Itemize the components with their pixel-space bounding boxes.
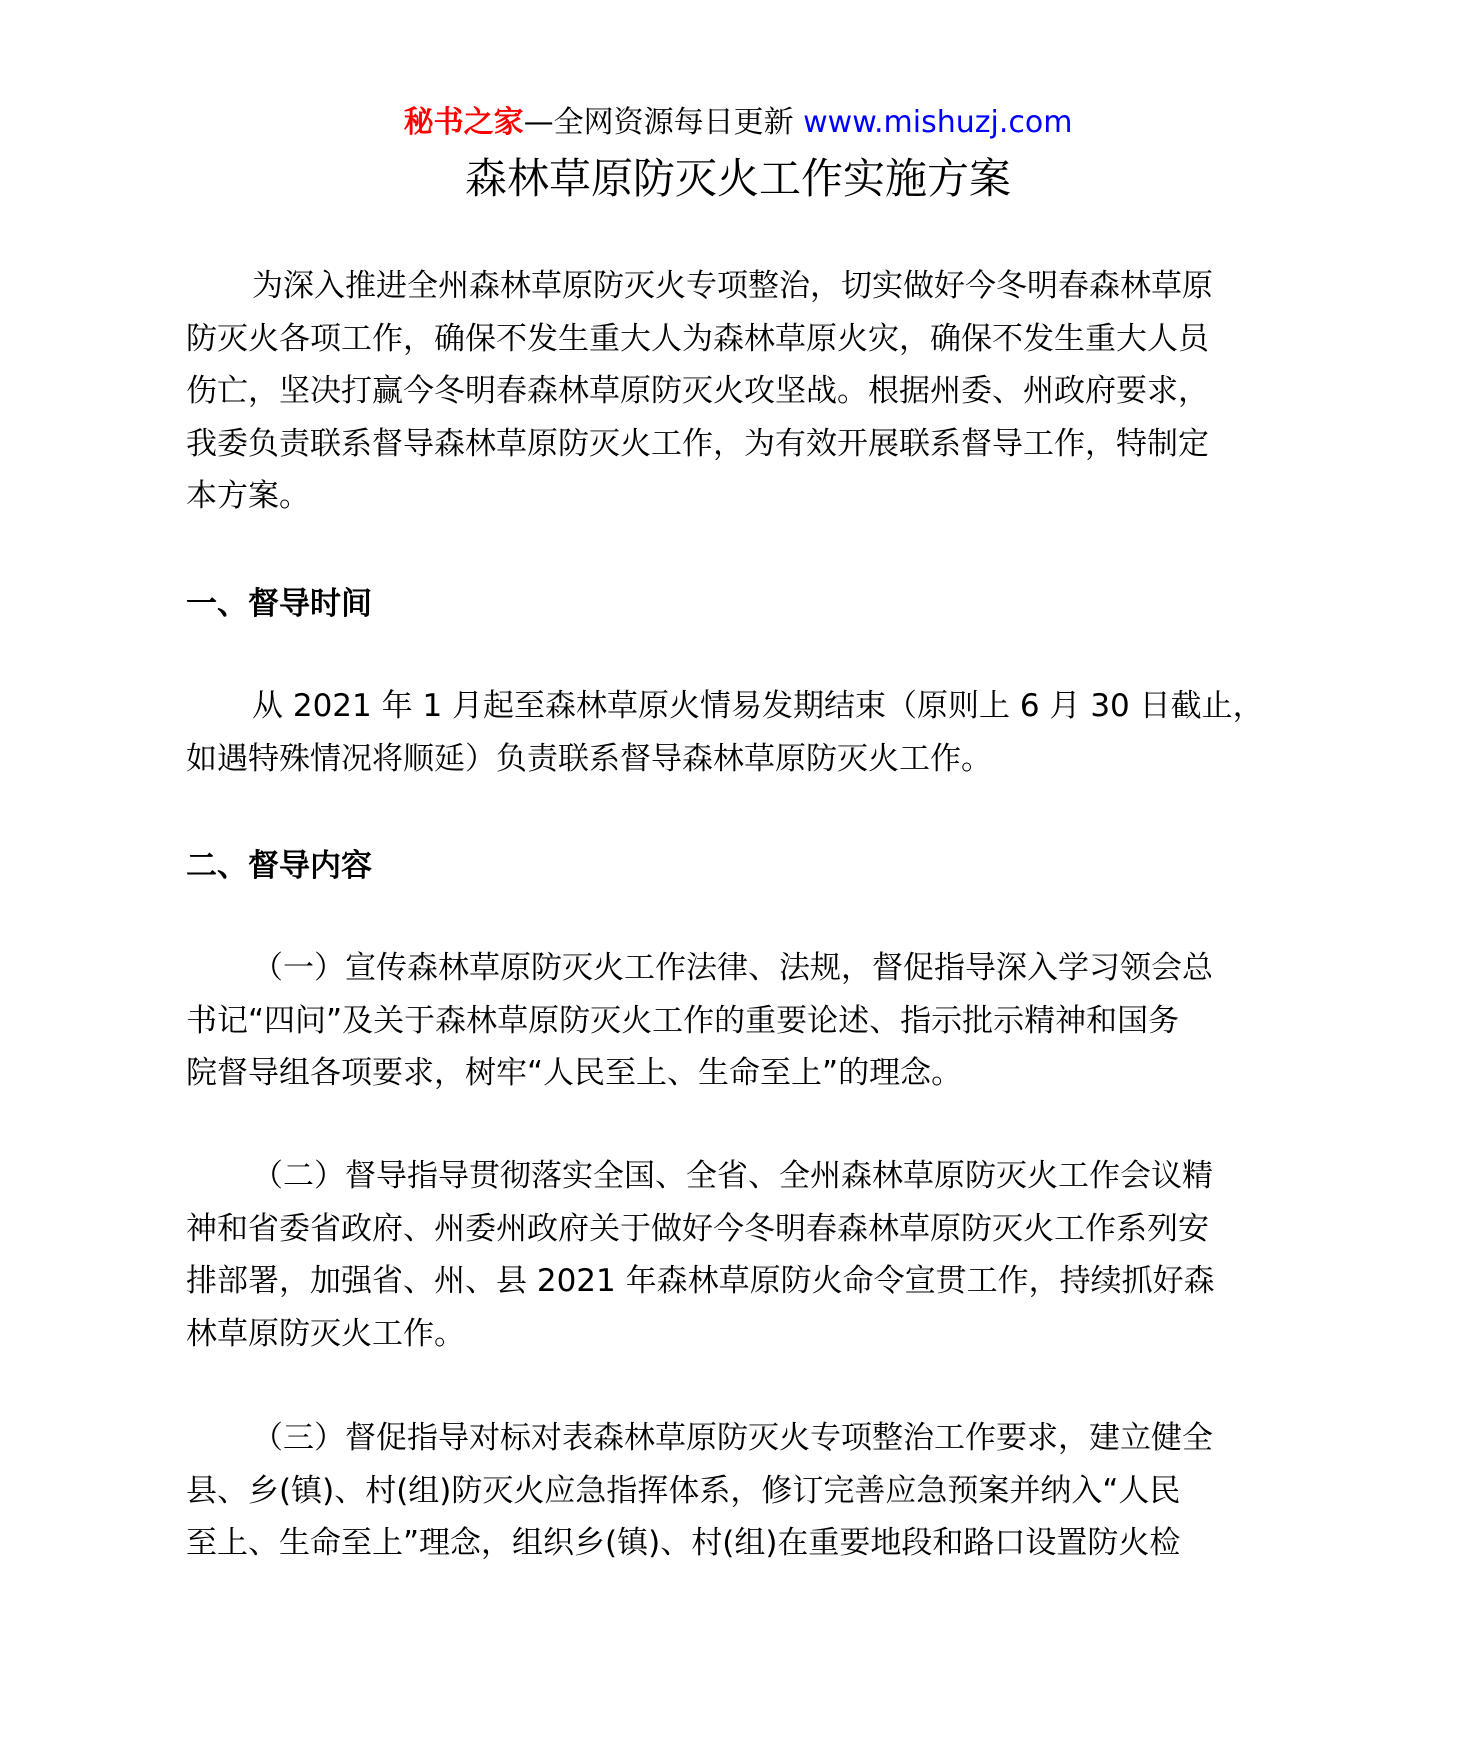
paragraph-line: 神和省委省政府、州委州政府关于做好今冬明春森林草原防灭火工作系列安 (186, 1210, 1209, 1247)
paragraph-line: 至上、生命至上”理念，组织乡(镇)、村(组)在重要地段和路口设置防火检 (186, 1525, 1181, 1561)
paragraph-line: 我委负责联系督导森林草原防灭火工作，为有效开展联系督导工作，特制定 (186, 425, 1209, 462)
paragraph-line: （一）宣传森林草原防灭火工作法律、法规，督促指导深入学习领会总 (252, 950, 1213, 986)
paragraph-line: 伤亡，坚决打赢今冬明春森林草原防灭火攻坚战。根据州委、州政府要求， (186, 373, 1209, 409)
section-heading-time: 一、督导时间 (186, 586, 372, 622)
paragraph-line: 防灭火各项工作，确保不发生重大人为森林草原火灾，确保不发生重大人员 (186, 320, 1209, 357)
paragraph-line: （三）督促指导对标对表森林草原防灭火专项整治工作要求，建立健全 (252, 1420, 1213, 1456)
paragraph-line: 林草原防灭火工作。 (186, 1315, 465, 1352)
paragraph-line: 本方案。 (186, 478, 310, 514)
paragraph-line: 为深入推进全州森林草原防灭火专项整治，切实做好今冬明春森林草原 (252, 268, 1213, 304)
section2-item3 (186, 1412, 1286, 1570)
site-header (0, 103, 1476, 143)
site-url-link[interactable]: www.mishuzj.com (803, 105, 1073, 140)
paragraph-line: （二）督导指导贯彻落实全国、全省、全州森林草原防灭火工作会议精 (252, 1158, 1213, 1194)
document-title: 森林草原防灭火工作实施方案 (464, 154, 1011, 203)
paragraph-line: 从 2021 年 1 月起至森林草原火情易发期结束（原则上 6 月 30 日截止， (252, 688, 1264, 724)
section1-paragraph (186, 680, 1286, 785)
intro-paragraph (186, 260, 1286, 523)
paragraph-line: 书记“四问”及关于森林草原防灭火工作的重要论述、指示批示精神和国务 (186, 1002, 1180, 1039)
brand-name: 秘书之家 (403, 105, 524, 140)
paragraph-line: 排部署，加强省、州、县 2021 年森林草原防火命令宣贯工作，持续抓好森 (186, 1263, 1215, 1299)
paragraph-line: 县、乡(镇)、村(组)防灭火应急指挥体系，修订完善应急预案并纳入“人民 (186, 1472, 1181, 1509)
paragraph-line: 院督导组各项要求，树牢“人民至上、生命至上”的理念。 (186, 1055, 963, 1091)
paragraph-line: 如遇特殊情况将顺延）负责联系督导森林草原防灭火工作。 (186, 740, 992, 777)
header-tagline: —全网资源每日更新 (523, 105, 804, 140)
section-heading-content: 二、督导内容 (186, 848, 372, 884)
section2-item2 (186, 1150, 1286, 1360)
section2-item1 (186, 942, 1286, 1100)
